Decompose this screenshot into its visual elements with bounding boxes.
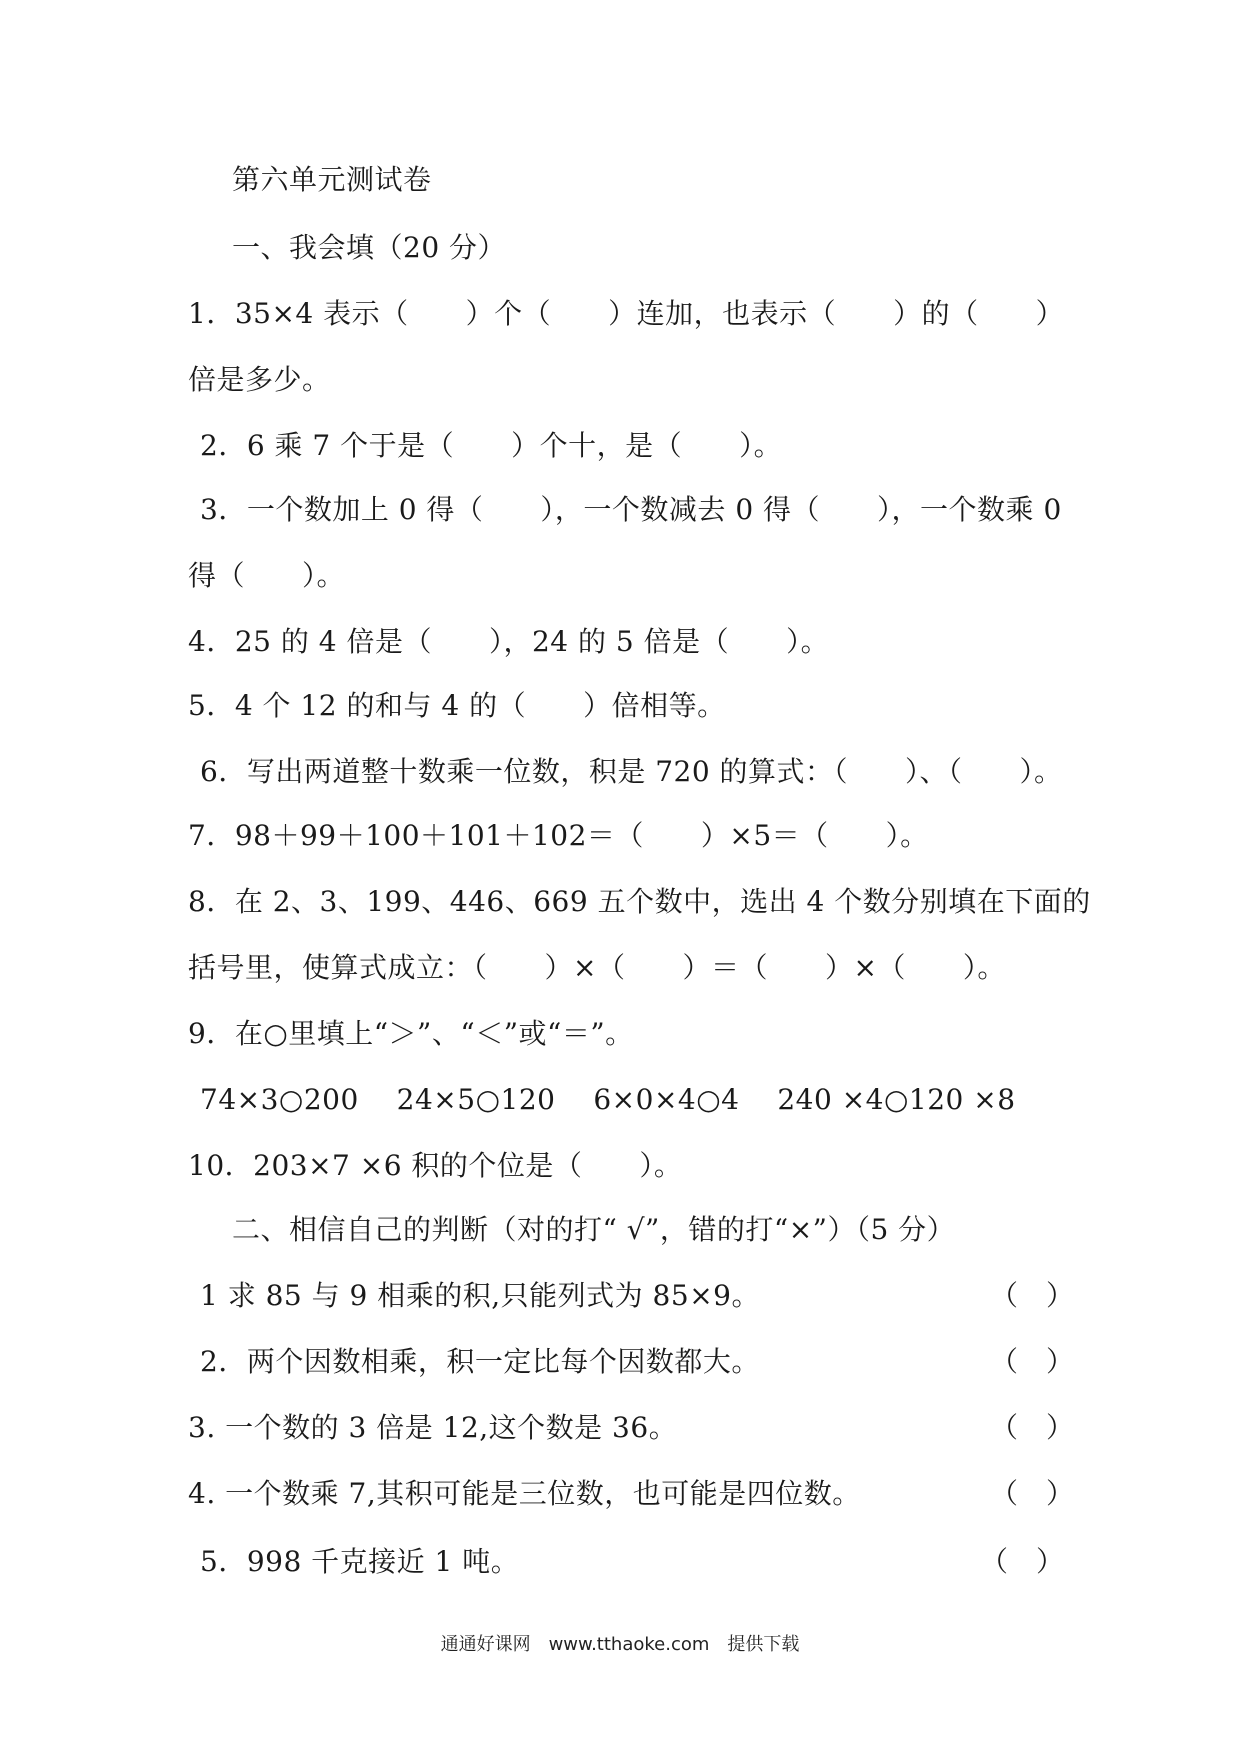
judge-question-5: 5．998 千克接近 1 吨。 <box>200 1545 520 1578</box>
fill-question-3-continued: 得（ ）。 <box>188 559 346 592</box>
judge-answer-4: （ ） <box>990 1477 1075 1510</box>
judge-answer-1: （ ） <box>990 1279 1075 1312</box>
fill-question-5: 5．4 个 12 的和与 4 的（ ）倍相等。 <box>188 689 726 722</box>
fill-question-10: 10．203×7 ×6 积的个位是（ ）。 <box>188 1149 683 1182</box>
page-title: 第六单元测试卷 <box>232 163 432 196</box>
judge-question-4: 4. 一个数乘 7,其积可能是三位数，也可能是四位数。 <box>188 1477 861 1510</box>
fill-question-4: 4．25 的 4 倍是（ ），24 的 5 倍是（ ）。 <box>188 625 830 658</box>
fill-question-9-comparisons: 74×3○200 24×5○120 6×0×4○4 240 ×4○120 ×8 <box>200 1083 1016 1116</box>
judge-question-2: 2．两个因数相乘，积一定比每个因数都大。 <box>200 1345 760 1378</box>
fill-question-9: 9．在○里填上“＞”、“＜”或“＝”。 <box>188 1017 634 1050</box>
section-1-heading: 一、我会填（20 分） <box>232 231 507 264</box>
section-2-heading: 二、相信自己的判断（对的打“ √”，错的打“×”）（5 分） <box>232 1213 956 1246</box>
fill-question-1: 1．35×4 表示（ ）个（ ）连加，也表示（ ）的（ ） <box>188 297 1065 330</box>
judge-question-3: 3. 一个数的 3 倍是 12,这个数是 36。 <box>188 1411 678 1444</box>
fill-question-8: 8．在 2、3、199、446、669 五个数中，选出 4 个数分别填在下面的 <box>188 885 1091 918</box>
judge-question-1: 1 求 85 与 9 相乘的积,只能列式为 85×9。 <box>200 1279 760 1312</box>
fill-question-1-continued: 倍是多少。 <box>188 363 331 396</box>
page-footer: 通通好课网 www.tthaoke.com 提供下载 <box>440 1634 800 1655</box>
fill-question-3: 3．一个数加上 0 得（ ），一个数减去 0 得（ ），一个数乘 0 <box>200 493 1062 526</box>
fill-question-7: 7．98＋99＋100＋101＋102＝（ ）×5＝（ ）。 <box>188 819 929 852</box>
fill-question-6: 6．写出两道整十数乘一位数，积是 720 的算式：（ ）、（ ）。 <box>200 755 1063 788</box>
judge-answer-2: （ ） <box>990 1345 1075 1378</box>
fill-question-8-continued: 括号里，使算式成立：（ ）×（ ）＝（ ）×（ ）。 <box>188 951 1006 984</box>
judge-answer-5: （ ） <box>980 1545 1065 1578</box>
fill-question-2: 2．6 乘 7 个于是（ ）个十，是（ ）。 <box>200 429 783 462</box>
judge-answer-3: （ ） <box>990 1411 1075 1444</box>
